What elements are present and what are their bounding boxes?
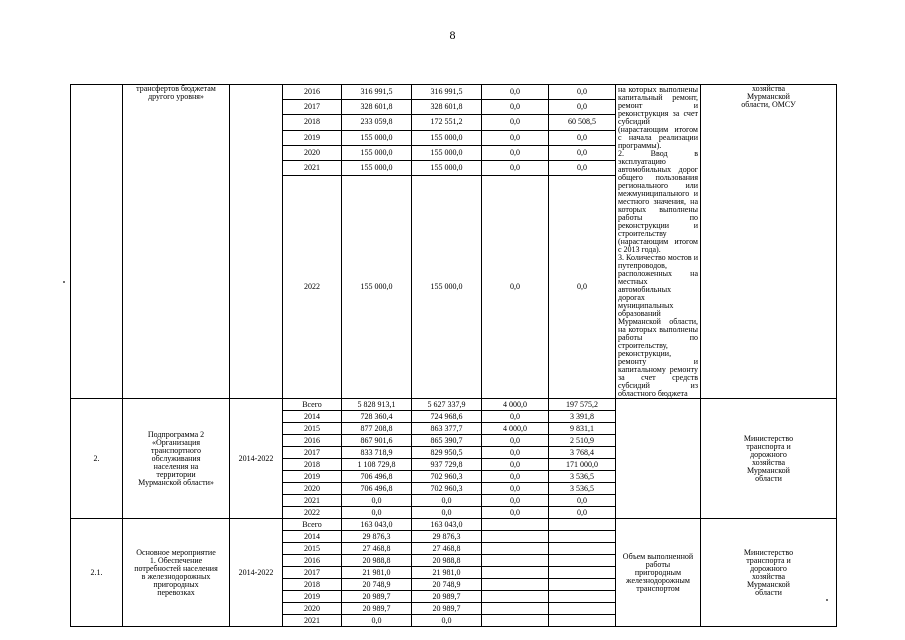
cell-empty [482,531,549,543]
cell-total: 5 828 913,1 [342,399,412,411]
cell-c1: 937 729,8 [412,459,482,471]
cell-total: 728 360,4 [342,411,412,423]
cell-year: 2020 [283,145,342,160]
cell-year: 2021 [283,495,342,507]
cell-c1: 724 968,6 [412,411,482,423]
cell-c1: 0,0 [412,507,482,519]
cell-total: 706 496,8 [342,471,412,483]
cell-total: 20 989,7 [342,591,412,603]
cell-c2: 0,0 [482,145,549,160]
cell-year: 2018 [283,115,342,130]
cell-year: 2018 [283,459,342,471]
scan-speck [63,281,65,283]
cell-total: 1 108 729,8 [342,459,412,471]
section1-name: трансфертов бюджетам другого уровня» [123,85,230,399]
cell-total: 27 468,8 [342,543,412,555]
cell-c1: 316 991,5 [412,85,482,100]
cell-c1: 20 988,8 [412,555,482,567]
cell-empty [549,603,616,615]
cell-empty [549,615,616,627]
table-row [71,519,837,531]
cell-total: 0,0 [342,495,412,507]
cell-total: 328 601,8 [342,100,412,115]
cell-c2: 0,0 [482,483,549,495]
section2-num: 2. [71,399,123,519]
cell-c2: 0,0 [482,495,549,507]
cell-c1: 20 748,9 [412,579,482,591]
section2-period: 2014-2022 [230,399,283,519]
cell-empty [549,591,616,603]
cell-c3: 3 768,4 [549,447,616,459]
cell-c2: 0,0 [482,471,549,483]
cell-total: 316 991,5 [342,85,412,100]
cell-c1: 155 000,0 [412,160,482,175]
cell-c3: 3 536,5 [549,471,616,483]
cell-total: 0,0 [342,507,412,519]
cell-year: 2016 [283,85,342,100]
cell-empty [482,555,549,567]
cell-c3: 0,0 [549,100,616,115]
cell-c1: 328 601,8 [412,100,482,115]
cell-year: 2019 [283,591,342,603]
cell-c2: 0,0 [482,447,549,459]
cell-c2: 0,0 [482,160,549,175]
cell-c1: 155 000,0 [412,130,482,145]
cell-c2: 0,0 [482,176,549,399]
cell-c1: 155 000,0 [412,145,482,160]
cell-c1: 0,0 [412,495,482,507]
scan-speck [826,599,828,601]
cell-c1: 702 960,3 [412,483,482,495]
cell-c2: 0,0 [482,85,549,100]
cell-total: 233 059,8 [342,115,412,130]
cell-c3: 171 000,0 [549,459,616,471]
table-row [71,399,837,411]
cell-c2: 0,0 [482,411,549,423]
cell-empty [482,591,549,603]
cell-c1: 20 989,7 [412,591,482,603]
cell-c1: 29 876,3 [412,531,482,543]
cell-c1: 0,0 [412,615,482,627]
cell-total: 155 000,0 [342,130,412,145]
cell-year: 2015 [283,543,342,555]
cell-c1: 21 981,0 [412,567,482,579]
cell-num [71,85,123,399]
cell-c2: 4 000,0 [482,399,549,411]
cell-c1: 155 000,0 [412,176,482,399]
cell-c3: 0,0 [549,130,616,145]
cell-total: 155 000,0 [342,145,412,160]
cell-c2: 4 000,0 [482,423,549,435]
table-row [71,85,837,100]
cell-year: 2022 [283,507,342,519]
cell-c3: 0,0 [549,176,616,399]
cell-c2: 0,0 [482,130,549,145]
cell-year: 2016 [283,435,342,447]
cell-total: 706 496,8 [342,483,412,495]
cell-year: 2021 [283,615,342,627]
cell-year: 2016 [283,555,342,567]
cell-c3: 2 510,9 [549,435,616,447]
cell-empty [482,603,549,615]
cell-c3: 0,0 [549,85,616,100]
section21-executor: Министерство транспорта и дорожного хозяйства Мурманской области [701,519,837,627]
cell-year: 2019 [283,130,342,145]
cell-c3: 60 508,5 [549,115,616,130]
section2-executor: Министерство транспорта и дорожного хозяйства Мурманской области [701,399,837,519]
cell-c1: 702 960,3 [412,471,482,483]
cell-c2: 0,0 [482,507,549,519]
section1-executor: хозяйства Мурманской области, ОМСУ [701,85,837,399]
cell-total: 20 989,7 [342,603,412,615]
cell-c2: 0,0 [482,115,549,130]
cell-total: 29 876,3 [342,531,412,543]
cell-c1: 5 627 337,9 [412,399,482,411]
cell-empty [482,567,549,579]
cell-empty [549,519,616,531]
cell-c3: 0,0 [549,495,616,507]
cell-total: 833 718,9 [342,447,412,459]
cell-empty [482,615,549,627]
cell-c1: 865 390,7 [412,435,482,447]
section1-indicators: на которых выполнены капитальный ремонт, ремонт и реконструкция за счет субсидий (нарастающим итогом с начала реализации программы). 2. Ввод в эксплуатацию автомобильных дорог общего пользования регионального или межмуниципального и местного значения, на которых выполнены работы по реконструкции и строительству (нарастающим итогом с 2013 года). 3. Количество мостов и путепроводов, расположенных на местных автомобильных дорогах муниципальных образований Мурманской области, на которых выполнены работы по строительству, реконструкции, ремонту и капитальному ремонту за счет средств субсидий из областного бюджета [616,85,701,399]
cell-c1: 829 950,5 [412,447,482,459]
cell-total: 867 901,6 [342,435,412,447]
cell-c1: 172 551,2 [412,115,482,130]
cell-total: 20 988,8 [342,555,412,567]
cell-year: 2017 [283,100,342,115]
section21-name: Основное мероприятие 1. Обеспечение потребностей населения в железнодорожных пригородных перевозках [123,519,230,627]
cell-year: 2020 [283,483,342,495]
cell-empty [549,531,616,543]
cell-year: 2014 [283,531,342,543]
cell-c3: 0,0 [549,145,616,160]
cell-year: 2019 [283,471,342,483]
cell-year: Всего [283,399,342,411]
cell-empty [549,579,616,591]
cell-total: 0,0 [342,615,412,627]
cell-c1: 27 468,8 [412,543,482,555]
cell-c1: 163 043,0 [412,519,482,531]
cell-c3: 0,0 [549,160,616,175]
cell-year: 2022 [283,176,342,399]
cell-c3: 197 575,2 [549,399,616,411]
cell-c2: 0,0 [482,435,549,447]
program-table [70,84,837,627]
cell-year: 2021 [283,160,342,175]
cell-year: 2018 [283,579,342,591]
cell-empty [482,543,549,555]
cell-total: 155 000,0 [342,160,412,175]
cell-c2: 0,0 [482,100,549,115]
cell-total: 20 748,9 [342,579,412,591]
cell-c3: 3 391,8 [549,411,616,423]
cell-empty [482,519,549,531]
section2-indicators [616,399,701,519]
cell-year: 2014 [283,411,342,423]
cell-c3: 0,0 [549,507,616,519]
cell-year: 2017 [283,567,342,579]
section21-period: 2014-2022 [230,519,283,627]
cell-year: Всего [283,519,342,531]
cell-empty [549,567,616,579]
cell-empty [549,543,616,555]
cell-empty [482,579,549,591]
section21-num: 2.1. [71,519,123,627]
cell-total: 163 043,0 [342,519,412,531]
cell-c1: 20 989,7 [412,603,482,615]
cell-total: 155 000,0 [342,176,412,399]
page-number: 8 [449,28,456,42]
cell-c3: 3 536,5 [549,483,616,495]
cell-total: 877 208,8 [342,423,412,435]
cell-c3: 9 831,1 [549,423,616,435]
cell-year: 2020 [283,603,342,615]
cell-year: 2015 [283,423,342,435]
cell-year: 2017 [283,447,342,459]
cell-c1: 863 377,7 [412,423,482,435]
cell-c2: 0,0 [482,459,549,471]
cell-empty [549,555,616,567]
cell-period [230,85,283,399]
cell-total: 21 981,0 [342,567,412,579]
section21-indicators: Объем выполненной работы пригородным железнодорожным транспортом [616,519,701,627]
section2-name: Подпрограмма 2 «Организация транспортного обслуживания населения на территории Мурманской области» [123,399,230,519]
